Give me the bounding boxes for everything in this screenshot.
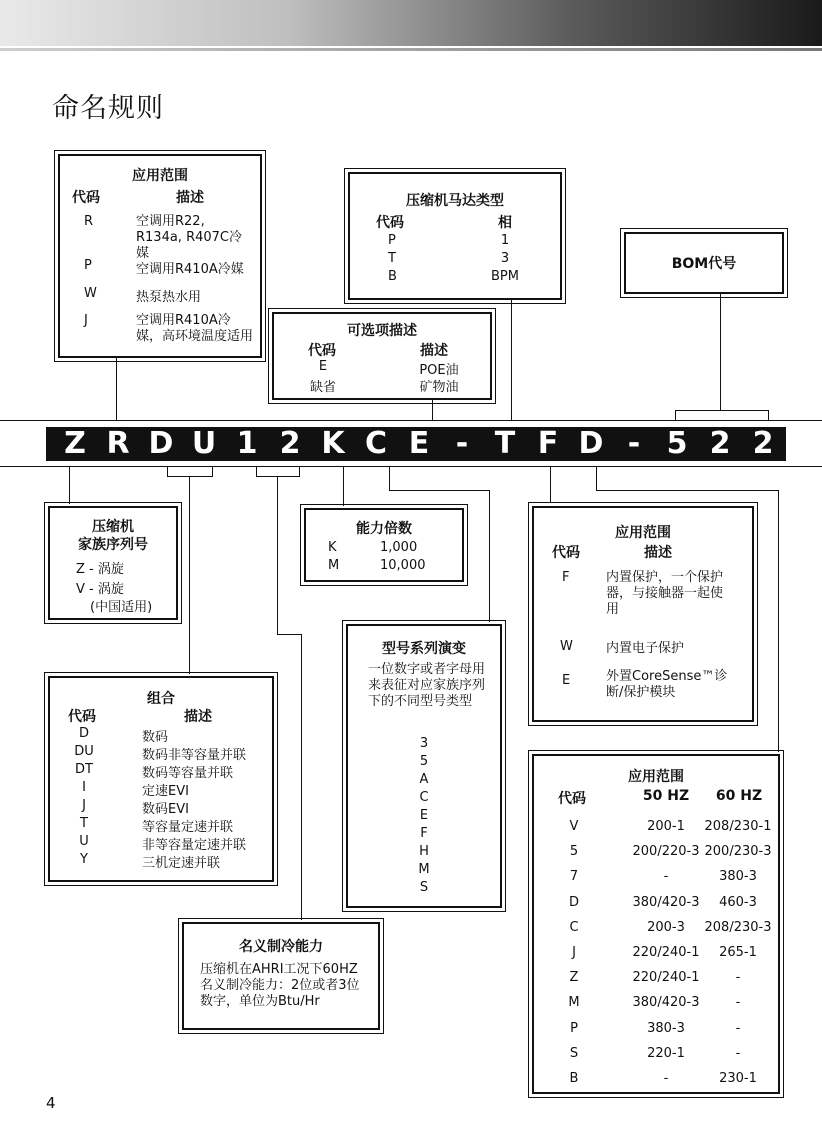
connector-motor [511, 300, 512, 420]
model-char: T [494, 426, 516, 461]
protection-code: W [560, 639, 573, 654]
motor-phase: 3 [500, 251, 510, 266]
variation-item: M [418, 862, 430, 877]
connector-multiplier [343, 466, 344, 506]
application-code: W [84, 286, 97, 301]
variation-title: 型号系列演变 [382, 641, 466, 657]
bom-bracket [675, 410, 769, 421]
application-title: 应用范围 [132, 168, 188, 184]
motor-col-phase: 相 [498, 215, 512, 231]
combo-desc: 数码等容量并联 [142, 766, 234, 781]
electrical-60hz: 208/230-3 [704, 919, 772, 935]
options-desc: 矿物油 [419, 380, 459, 395]
combo-code: Y [80, 852, 88, 867]
electrical-code: 7 [569, 869, 579, 885]
electrical-60hz: 200/230-3 [704, 844, 772, 860]
electrical-code: V [569, 819, 579, 834]
connector-nominal-c [301, 634, 302, 920]
electrical-code: D [568, 894, 579, 910]
bom-box [624, 232, 784, 294]
variation-item: C [419, 790, 429, 805]
model-char: 5 [666, 426, 688, 461]
variation-item: 3 [419, 736, 429, 751]
page-title: 命名规则 [52, 93, 164, 124]
combo-desc: 数码 [142, 730, 169, 745]
variation-item: 5 [419, 754, 429, 769]
multiplier-value: 1,000 [380, 540, 418, 555]
electrical-code: P [570, 1020, 578, 1036]
combo-col-desc: 描述 [184, 709, 212, 725]
electrical-50hz: 200-1 [647, 819, 685, 834]
electrical-50hz: 200-3 [647, 919, 685, 935]
model-char: - [455, 426, 469, 461]
electrical-col-60hz: 60 HZ [715, 788, 763, 804]
combo-code: D [78, 726, 89, 741]
electrical-60hz: 208/230-1 [704, 819, 772, 834]
connector-variation-a [389, 466, 390, 490]
connector-options [432, 400, 433, 420]
protection-col-code: 代码 [552, 545, 580, 561]
family-title-line2: 家族序列号 [78, 537, 148, 553]
model-char: Z [64, 426, 86, 461]
model-char: 2 [709, 426, 731, 461]
electrical-col-50hz: 50 HZ [642, 788, 690, 804]
model-char: 1 [236, 426, 258, 461]
motor-code: T [388, 251, 396, 266]
electrical-50hz: 220/240-1 [632, 945, 700, 960]
multiplier-box [304, 508, 464, 582]
model-char: D [578, 426, 604, 461]
application-code: P [84, 258, 92, 273]
options-code: 缺省 [309, 380, 336, 395]
family-title-line1: 压缩机 [92, 519, 134, 535]
family-line: Z - 涡旋 [76, 562, 124, 577]
protection-col-desc: 描述 [644, 545, 672, 561]
family-line: (中国适用) [90, 600, 153, 615]
connector-variation-b [389, 490, 490, 491]
protection-desc: 内置保护，一个保护器，与接触器一起使用 [606, 570, 724, 617]
electrical-50hz: 200/220-3 [632, 844, 700, 860]
options-col-desc: 描述 [420, 343, 448, 359]
combo-code: J [82, 798, 86, 813]
motor-title: 压缩机马达类型 [406, 193, 504, 209]
electrical-60hz: - [735, 995, 741, 1011]
application-box [58, 154, 262, 358]
electrical-code: J [572, 945, 576, 960]
connector-electrical-c [778, 490, 779, 752]
nominal-title: 名义制冷能力 [239, 939, 323, 955]
connector-nominal-a [277, 476, 278, 635]
combo-desc: 数码非等容量并联 [142, 748, 247, 763]
electrical-60hz: - [735, 970, 741, 986]
electrical-code: Z [569, 970, 579, 986]
options-desc: POE油 [419, 363, 459, 378]
options-code: E [318, 359, 328, 374]
electrical-60hz: - [735, 1045, 741, 1061]
combo-desc: 数码EVI [142, 802, 189, 817]
connector-bom [720, 294, 721, 410]
combo-title: 组合 [147, 691, 175, 707]
variation-box [346, 624, 502, 908]
variation-item: F [420, 826, 428, 841]
electrical-60hz: 460-3 [719, 894, 757, 910]
electrical-50hz: 220/240-1 [632, 970, 700, 986]
multiplier-code: M [328, 558, 340, 573]
electrical-box [532, 754, 780, 1094]
nominal-text: 压缩机在AHRI工况下60HZ名义制冷能力：2位或者3位数字，单位为Btu/Hr [200, 962, 360, 1009]
electrical-60hz: 265-1 [719, 945, 757, 960]
electrical-60hz: - [735, 1020, 741, 1036]
electrical-50hz: 380-3 [647, 1020, 685, 1036]
motor-phase: BPM [491, 269, 519, 284]
electrical-60hz: 230-1 [719, 1071, 757, 1086]
connector-nominal-b [277, 634, 301, 635]
electrical-50hz: 220-1 [647, 1045, 685, 1061]
protection-code: F [562, 570, 570, 585]
family-line: V - 涡旋 [76, 582, 124, 597]
model-char: C [364, 426, 388, 461]
combo-bracket [167, 466, 213, 477]
multiplier-title: 能力倍数 [356, 521, 412, 537]
header-rule [0, 48, 822, 51]
model-char: F [537, 426, 559, 461]
motor-code: P [388, 233, 396, 248]
protection-box [532, 506, 754, 722]
application-desc: 热泵热水用 [136, 290, 202, 305]
electrical-50hz: - [663, 869, 669, 885]
model-char: 2 [279, 426, 301, 461]
combo-code: DU [74, 744, 94, 759]
page-number: 4 [46, 1094, 56, 1112]
electrical-code: S [569, 1045, 579, 1061]
combo-code: I [82, 780, 86, 795]
header-gradient-bar [0, 0, 822, 46]
electrical-title: 应用范围 [628, 769, 684, 785]
motor-code: B [388, 269, 397, 284]
model-char: 2 [752, 426, 774, 461]
model-char: U [191, 426, 217, 461]
model-number-bar [46, 427, 786, 461]
multiplier-code: K [328, 540, 337, 555]
motor-box [348, 172, 562, 300]
protection-code: E [562, 673, 571, 688]
application-col-desc: 描述 [176, 190, 204, 206]
connector-electrical-b [596, 490, 779, 491]
variation-item: A [419, 772, 429, 787]
protection-desc: 外置CoreSense™诊断/保护模块 [606, 669, 728, 700]
combo-desc: 定速EVI [142, 784, 189, 799]
variation-item: S [419, 880, 429, 895]
variation-item: H [419, 844, 429, 859]
model-char: R [106, 426, 130, 461]
protection-desc: 内置电子保护 [606, 641, 685, 656]
application-code: J [84, 313, 88, 328]
electrical-code: 5 [569, 844, 579, 860]
application-desc: 空调用R410A冷媒，高环境温度适用 [136, 313, 254, 344]
electrical-code: C [569, 919, 579, 935]
combo-code: U [79, 834, 89, 849]
multiplier-value: 10,000 [380, 558, 426, 573]
model-char: K [321, 426, 345, 461]
options-box [272, 312, 492, 400]
electrical-code: B [569, 1071, 579, 1086]
electrical-60hz: 380-3 [719, 869, 757, 885]
application-col-code: 代码 [72, 190, 100, 206]
connector-combo [189, 476, 190, 674]
connector-electrical-a [596, 466, 597, 490]
combo-col-code: 代码 [68, 709, 96, 725]
nominal-box [182, 922, 380, 1030]
model-char: E [408, 426, 430, 461]
combo-code: DT [75, 762, 93, 777]
lower-rule [0, 466, 822, 467]
combo-box [48, 676, 274, 882]
combo-code: T [80, 816, 88, 831]
motor-col-code: 代码 [376, 215, 404, 231]
combo-desc: 非等容量定速并联 [142, 838, 247, 853]
combo-desc: 等容量定速并联 [142, 820, 234, 835]
protection-title: 应用范围 [615, 525, 671, 541]
electrical-50hz: 380/420-3 [632, 894, 700, 910]
application-desc: 空调用R22, R134a, R407C冷媒 [136, 214, 242, 261]
connector-variation-c [489, 490, 490, 622]
electrical-col-code: 代码 [558, 791, 586, 807]
nominal-bracket [256, 466, 300, 477]
electrical-50hz: - [663, 1071, 669, 1086]
options-title: 可选项描述 [347, 323, 417, 339]
connector-family [69, 466, 70, 504]
combo-desc: 三机定速并联 [142, 856, 221, 871]
bom-title: BOM代号 [671, 256, 737, 272]
motor-phase: 1 [500, 233, 510, 248]
electrical-50hz: 380/420-3 [632, 995, 700, 1011]
model-char: D [148, 426, 174, 461]
application-code: R [84, 214, 94, 229]
electrical-code: M [568, 995, 580, 1011]
connector-application [116, 358, 117, 420]
application-desc: 空调用R410A冷媒 [136, 262, 244, 277]
variation-item: E [419, 808, 429, 823]
model-char: - [627, 426, 641, 461]
connector-protection [550, 466, 551, 502]
family-box [48, 506, 178, 620]
variation-text: 一位数字或者字母用来表征对应家族序列下的不同型号类型 [368, 662, 486, 709]
options-col-code: 代码 [308, 343, 336, 359]
